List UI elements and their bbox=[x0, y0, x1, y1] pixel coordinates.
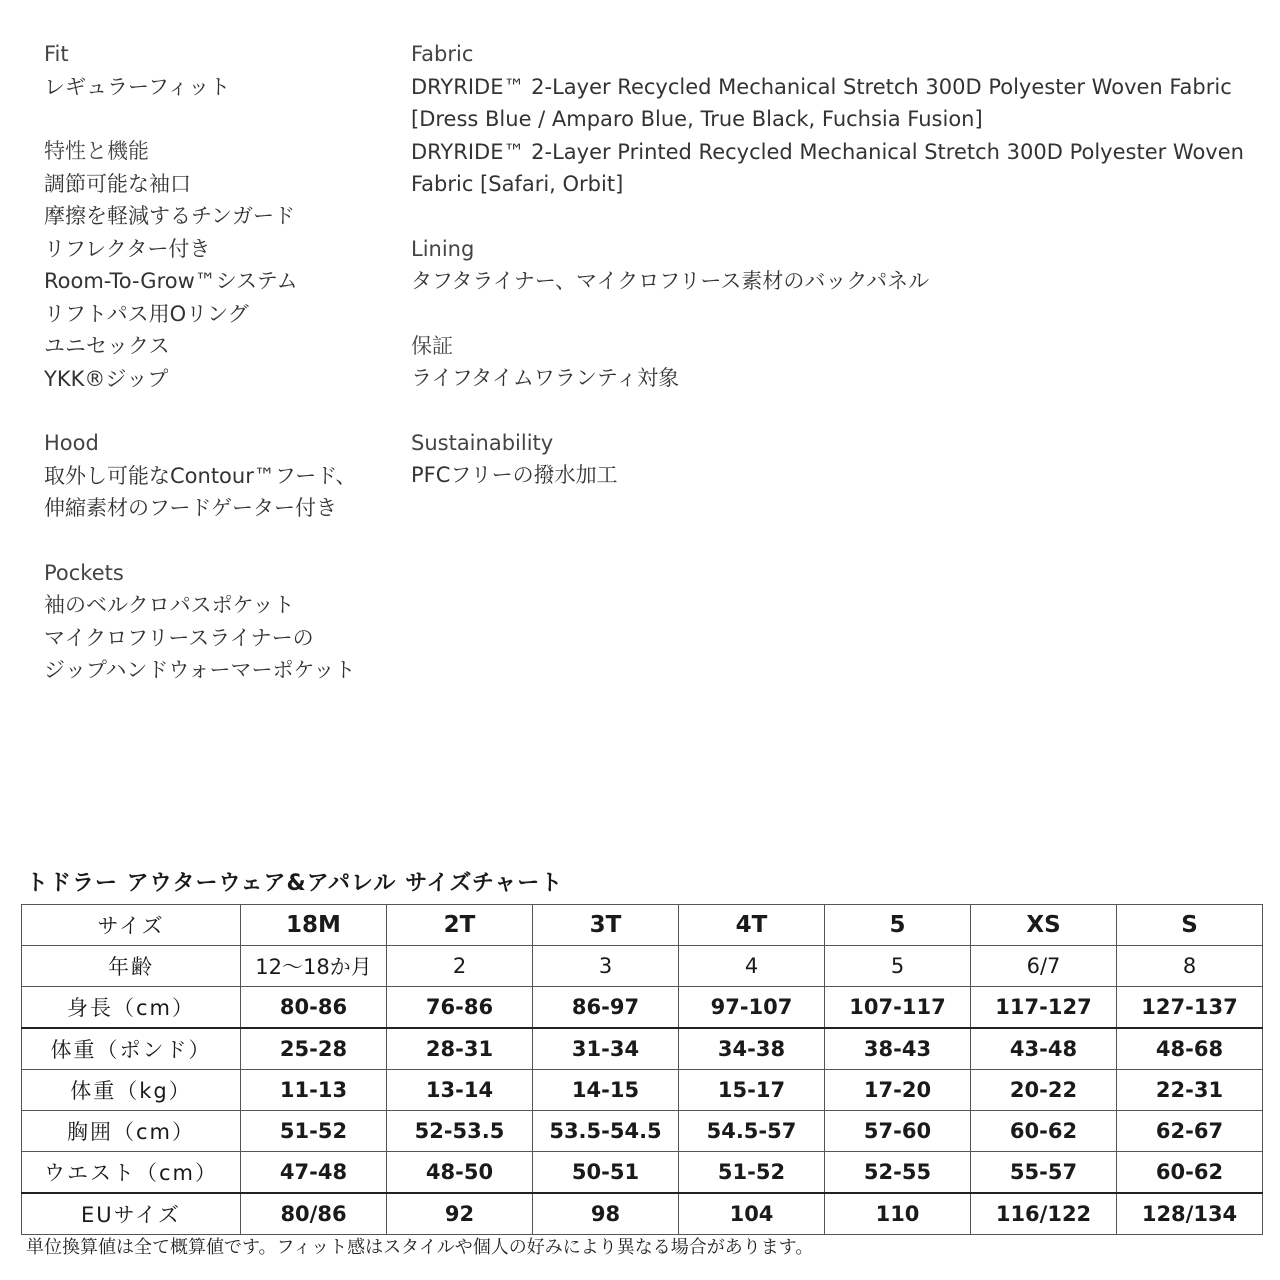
section-line: 摩擦を軽減するチンガード bbox=[44, 204, 295, 228]
row-label: 年齢 bbox=[22, 946, 241, 987]
table-cell: 31-34 bbox=[533, 1028, 679, 1070]
table-row bbox=[22, 1193, 1263, 1235]
table-cell: 92 bbox=[387, 1193, 533, 1235]
table-cell: 80-86 bbox=[241, 987, 387, 1029]
section-heading: 特性と機能 bbox=[44, 139, 149, 163]
table-row bbox=[22, 987, 1263, 1029]
table-cell: 60-62 bbox=[971, 1111, 1117, 1152]
table-row bbox=[22, 1111, 1263, 1152]
table-cell: 60-62 bbox=[1117, 1152, 1263, 1194]
table-cell: 34-38 bbox=[679, 1028, 825, 1070]
section-heading: 保証 bbox=[411, 333, 453, 358]
table-cell: 5 bbox=[825, 946, 971, 987]
row-label: 体重（kg） bbox=[22, 1070, 241, 1111]
size-chart-title: トドラー アウターウェア&アパレル サイズチャート bbox=[26, 871, 564, 896]
table-cell: 38-43 bbox=[825, 1028, 971, 1070]
section-fabric bbox=[411, 38, 1261, 201]
section-line: 取外し可能なContour™フード、 bbox=[44, 463, 357, 488]
section-line: Room-To-Grow™システム bbox=[44, 269, 298, 293]
size-chart-footnote: 単位換算値は全て概算値です。フィット感はスタイルや個人の好みにより異なる場合があります。 bbox=[26, 1237, 814, 1258]
table-cell: S bbox=[1117, 905, 1263, 946]
section-warranty bbox=[411, 330, 1261, 395]
table-cell: 47-48 bbox=[241, 1152, 387, 1194]
section-line: レギュラーフィット bbox=[44, 74, 231, 99]
table-cell: 17-20 bbox=[825, 1070, 971, 1111]
table-cell: 76-86 bbox=[387, 987, 533, 1029]
section-heading: Fabric bbox=[411, 42, 474, 66]
table-cell: 3 bbox=[533, 946, 679, 987]
table-cell: 2 bbox=[387, 946, 533, 987]
table-cell: XS bbox=[971, 905, 1117, 946]
section-line: 調節可能な袖口 bbox=[44, 171, 191, 196]
section-line: YKK®ジップ bbox=[44, 366, 169, 391]
section-lining bbox=[411, 233, 1261, 298]
section-line: マイクロフリースライナーの bbox=[44, 625, 314, 650]
section-heading: Pockets bbox=[44, 560, 124, 585]
section-heading: Sustainability bbox=[411, 430, 554, 455]
section-line: 伸縮素材のフードゲーター付き bbox=[44, 496, 337, 520]
table-cell: 110 bbox=[825, 1193, 971, 1235]
table-cell: 52-55 bbox=[825, 1152, 971, 1194]
table-cell: 107-117 bbox=[825, 987, 971, 1029]
table-cell: 14-15 bbox=[533, 1070, 679, 1111]
row-label: 体重（ポンド） bbox=[22, 1028, 241, 1070]
table-cell: 5 bbox=[825, 905, 971, 946]
section-line: 袖のベルクロパスポケット bbox=[44, 593, 295, 617]
section-line: リフレクター付き bbox=[44, 236, 211, 261]
table-cell: 4 bbox=[679, 946, 825, 987]
section-line: タフタライナー、マイクロフリース素材のバックパネル bbox=[411, 269, 930, 293]
table-cell: 13-14 bbox=[387, 1070, 533, 1111]
table-cell: 98 bbox=[533, 1193, 679, 1235]
table-cell: 80/86 bbox=[241, 1193, 387, 1235]
table-cell: 3T bbox=[533, 905, 679, 946]
table-cell: 117-127 bbox=[971, 987, 1117, 1029]
table-cell: 8 bbox=[1117, 946, 1263, 987]
table-row bbox=[22, 946, 1263, 987]
features-column-left bbox=[44, 38, 384, 719]
table-cell: 48-50 bbox=[387, 1152, 533, 1194]
section-heading: Hood bbox=[44, 431, 99, 455]
section-line: DRYRIDE™ 2-Layer Recycled Mechanical Stretch 300D Polyester Woven Fabric [Dress Blue / Amparo Blue, True Black, Fuchsia Fusion] bbox=[411, 74, 1232, 131]
size-chart-table bbox=[21, 904, 1263, 1235]
table-cell: 50-51 bbox=[533, 1152, 679, 1194]
table-cell: 55-57 bbox=[971, 1152, 1117, 1194]
table-cell: 62-67 bbox=[1117, 1111, 1263, 1152]
table-cell: 116/122 bbox=[971, 1193, 1117, 1235]
section-features bbox=[44, 135, 384, 395]
row-label: EUサイズ bbox=[22, 1193, 241, 1235]
table-cell: 15-17 bbox=[679, 1070, 825, 1111]
table-cell: 51-52 bbox=[241, 1111, 387, 1152]
table-cell: 52-53.5 bbox=[387, 1111, 533, 1152]
table-cell: 54.5-57 bbox=[679, 1111, 825, 1152]
section-line: ジップハンドウォーマーポケット bbox=[44, 658, 356, 682]
table-cell: 127-137 bbox=[1117, 987, 1263, 1029]
table-cell: 57-60 bbox=[825, 1111, 971, 1152]
table-cell: 18M bbox=[241, 905, 387, 946]
section-line: リフトパス用Oリング bbox=[44, 301, 249, 326]
features-column-right bbox=[411, 38, 1261, 524]
table-cell: 2T bbox=[387, 905, 533, 946]
table-cell: 28-31 bbox=[387, 1028, 533, 1070]
table-cell: 25-28 bbox=[241, 1028, 387, 1070]
table-cell: 48-68 bbox=[1117, 1028, 1263, 1070]
table-cell: 86-97 bbox=[533, 987, 679, 1029]
row-label: 胸囲（cm） bbox=[22, 1111, 241, 1152]
row-label: ウエスト（cm） bbox=[22, 1152, 241, 1194]
table-cell: 22-31 bbox=[1117, 1070, 1263, 1111]
table-cell: 6/7 bbox=[971, 946, 1117, 987]
table-row bbox=[22, 1070, 1263, 1111]
table-cell: 97-107 bbox=[679, 987, 825, 1029]
section-line: PFCフリーの撥水加工 bbox=[411, 463, 618, 487]
row-label: 身長（cm） bbox=[22, 987, 241, 1029]
table-cell: 43-48 bbox=[971, 1028, 1117, 1070]
section-fit bbox=[44, 38, 384, 103]
section-heading: Lining bbox=[411, 236, 475, 261]
section-hood bbox=[44, 427, 384, 525]
table-cell: 53.5-54.5 bbox=[533, 1111, 679, 1152]
table-cell: 4T bbox=[679, 905, 825, 946]
table-cell: 12～18か月 bbox=[241, 946, 387, 987]
section-sustainability bbox=[411, 427, 1261, 492]
section-line: ライフタイムワランティ対象 bbox=[411, 366, 680, 390]
table-header-row bbox=[22, 905, 1263, 946]
table-cell: 128/134 bbox=[1117, 1193, 1263, 1235]
table-cell: 51-52 bbox=[679, 1152, 825, 1194]
section-line: ユニセックス bbox=[44, 334, 170, 358]
table-row bbox=[22, 1028, 1263, 1070]
section-pockets bbox=[44, 557, 384, 687]
table-row bbox=[22, 1152, 1263, 1194]
section-heading: Fit bbox=[44, 42, 69, 66]
table-cell: 20-22 bbox=[971, 1070, 1117, 1111]
table-cell: 11-13 bbox=[241, 1070, 387, 1111]
table-cell: 104 bbox=[679, 1193, 825, 1235]
row-label: サイズ bbox=[22, 905, 241, 946]
section-line: DRYRIDE™ 2-Layer Printed Recycled Mechanical Stretch 300D Polyester Woven Fabric [Safari, Orbit] bbox=[411, 139, 1244, 196]
